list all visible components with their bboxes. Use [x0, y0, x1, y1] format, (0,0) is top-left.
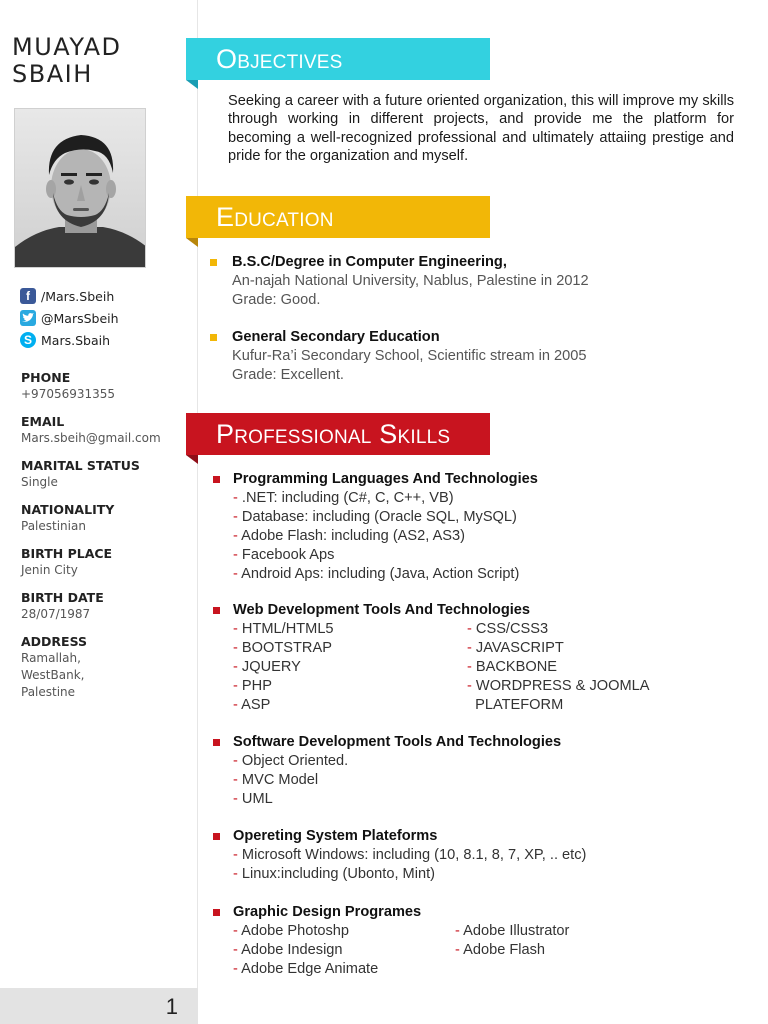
info-value: Jenin City: [21, 563, 78, 577]
facebook-handle: /Mars.Sbeih: [41, 288, 115, 304]
education-title: General Secondary Education: [232, 329, 440, 345]
info-label: NATIONALITY: [21, 502, 115, 517]
education-header: Education: [186, 196, 490, 238]
facebook-icon: f: [20, 288, 36, 304]
skill-item: - Database: including (Oracle SQL, MySQL): [233, 508, 538, 527]
twitter-handle: @MarsSbeih: [41, 310, 119, 326]
skill-group-graphic: [233, 903, 713, 981]
info-value: +97056931355: [21, 387, 116, 401]
skype-icon: S: [20, 332, 36, 348]
skype-handle: Mars.Sbaih: [41, 332, 110, 348]
info-phone: [21, 369, 191, 403]
bullet-square: [210, 334, 217, 341]
education-item: [232, 328, 586, 385]
skill-item: - Facebook Aps: [233, 546, 538, 565]
address-line: WestBank,: [21, 668, 85, 682]
profile-photo-illustration: [15, 109, 146, 268]
info-value: Single: [21, 475, 58, 489]
skill-item: - Adobe Flash: including (AS2, AS3): [233, 527, 538, 546]
info-label: PHONE: [21, 370, 71, 385]
profile-photo: [14, 108, 146, 268]
education-grade: Grade: Good.: [232, 292, 321, 308]
address-line: Ramallah,: [21, 651, 81, 665]
bullet-square: [213, 739, 220, 746]
skill-item: - JAVASCRIPT: [467, 639, 649, 658]
info-nationality: [21, 501, 191, 535]
page-number: 1: [165, 994, 178, 1019]
skill-item: - Adobe Illustrator: [455, 922, 569, 941]
info-label: EMAIL: [21, 414, 65, 429]
sidebar: [0, 0, 198, 1024]
skill-group-title: Web Development Tools And Technologies: [233, 602, 531, 618]
skill-item-continuation: PLATEFORM: [475, 697, 564, 713]
skill-group-title: Programming Languages And Technologies: [233, 471, 538, 487]
bullet-square: [213, 833, 220, 840]
skills-header: Professional Skills: [186, 413, 490, 455]
twitter-icon: [20, 310, 36, 326]
skill-item: - Adobe Edge Animate: [233, 960, 713, 979]
skill-item: - CSS/CSS3: [467, 620, 649, 639]
social-skype[interactable]: [20, 329, 119, 351]
bullet-square: [213, 909, 220, 916]
skill-item: - MVC Model: [233, 771, 561, 790]
social-links: [20, 285, 119, 351]
objective-text: Seeking a career with a future oriented organization, this will improve my skills through working in different projects, and provide me the platform for becoming a well-recognized professional and ultimately attaiing prestige and pride for the organization and myself.: [228, 93, 734, 164]
skill-item: - Android Aps: including (Java, Action Script): [233, 565, 538, 584]
education-grade: Grade: Excellent.: [232, 367, 344, 383]
info-value: 28/07/1987: [21, 607, 91, 621]
skill-column-2: [455, 922, 569, 960]
info-birth-place: [21, 545, 191, 579]
address-line: Palestine: [21, 685, 76, 699]
info-value: Palestinian: [21, 519, 86, 533]
education-title: B.S.C/Degree in Computer Engineering,: [232, 254, 507, 270]
objectives-header: Objectives: [186, 38, 490, 80]
skill-item: - UML: [233, 790, 561, 809]
info-value: Mars.sbeih@gmail.com: [21, 431, 161, 445]
skill-group-title: Opereting System Plateforms: [233, 828, 438, 844]
skill-column-2: [467, 620, 649, 715]
skill-item: - Adobe Indesign: [233, 941, 713, 960]
skill-item: - PHP: [233, 677, 713, 696]
info-birth-date: [21, 589, 191, 623]
skill-group-os: [233, 827, 586, 884]
info-label: MARITAL STATUS: [21, 458, 140, 473]
skill-item: - BACKBONE: [467, 658, 649, 677]
skill-item: - Linux:including (Ubonto, Mint): [233, 865, 586, 884]
skill-group-title: Software Development Tools And Technologies: [233, 734, 562, 750]
info-label: ADDRESS: [21, 634, 88, 649]
skill-item: - Adobe Photoshp: [233, 922, 713, 941]
education-item: [232, 253, 589, 310]
bullet-square: [210, 259, 217, 266]
social-facebook[interactable]: [20, 285, 119, 307]
skill-group-title: Graphic Design Programes: [233, 904, 422, 920]
social-twitter[interactable]: [20, 307, 119, 329]
skill-group-web: [233, 601, 713, 721]
first-name: MUAYAD: [12, 33, 122, 61]
skill-item: - JQUERY: [233, 658, 713, 677]
bullet-square: [213, 476, 220, 483]
education-detail: Kufur-Ra’i Secondary School, Scientific stream in 2005: [232, 348, 587, 364]
info-email: [21, 413, 191, 447]
skill-item: - .NET: including (C#, C, C++, VB): [233, 489, 538, 508]
person-name: [12, 34, 122, 88]
skill-group-programming: [233, 470, 538, 584]
skill-item: - Adobe Flash: [455, 941, 569, 960]
bullet-square: [213, 607, 220, 614]
skill-item: - HTML/HTML5: [233, 620, 713, 639]
info-address: [21, 633, 191, 701]
info-label: BIRTH PLACE: [21, 546, 113, 561]
info-marital-status: [21, 457, 191, 491]
skill-item: - Object Oriented.: [233, 752, 561, 771]
skill-item: - Microsoft Windows: including (10, 8.1, 8, 7, XP, .. etc): [233, 846, 586, 865]
education-detail: An-najah National University, Nablus, Palestine in 2012: [232, 273, 589, 289]
page-footer: [0, 988, 198, 1024]
last-name: SBAIH: [12, 60, 93, 88]
personal-info: [21, 369, 191, 711]
skill-item: - WORDPRESS & JOOMLA: [467, 677, 649, 696]
skill-item: - ASP: [233, 696, 713, 715]
info-label: BIRTH DATE: [21, 590, 104, 605]
skill-item: - BOOTSTRAP: [233, 639, 713, 658]
skill-group-software: [233, 733, 561, 809]
